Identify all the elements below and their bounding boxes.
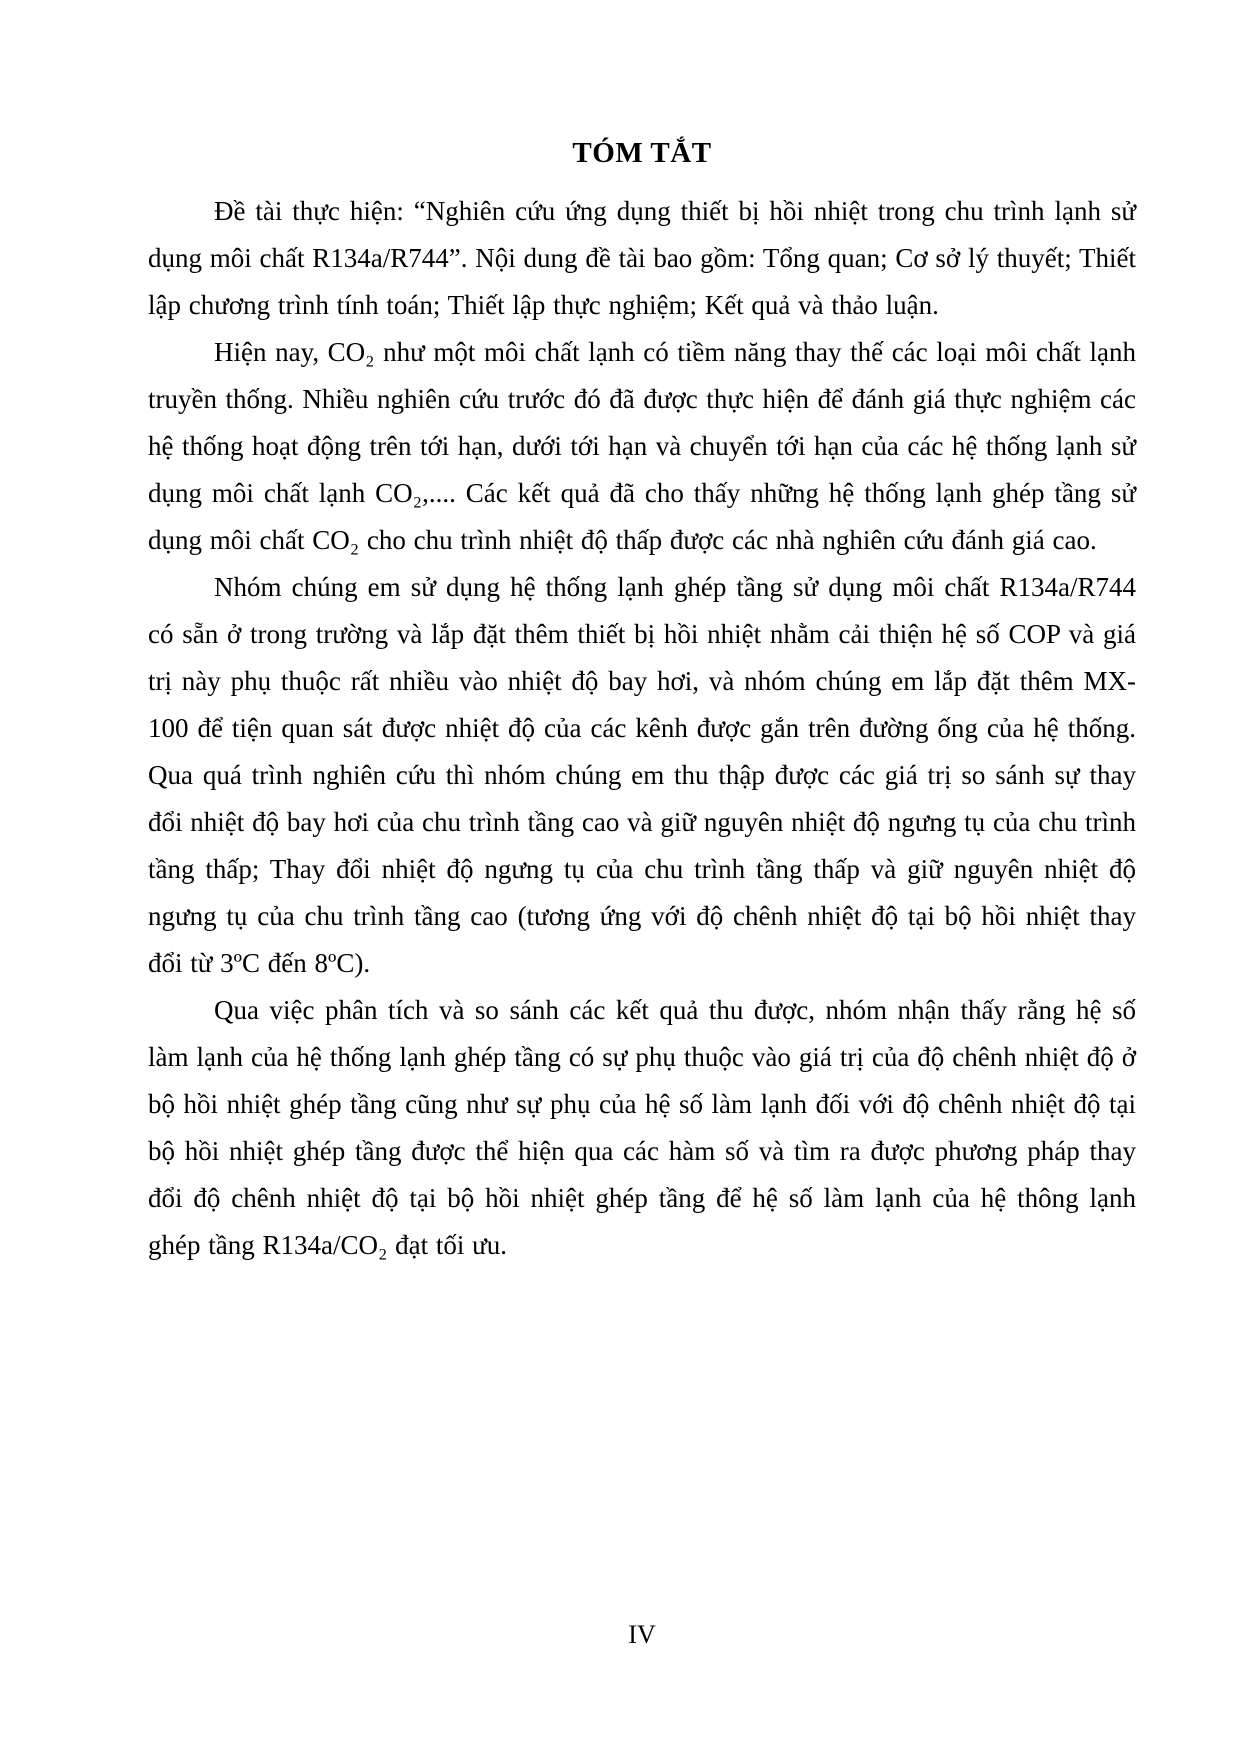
abstract-body — [148, 188, 1136, 1269]
paragraph: Hiện nay, CO₂ như một môi chất lạnh có tiềm năng thay thế các loại môi chất lạnh truyền thống. Nhiều nghiên cứu trước đó đã được thực hiện để đánh giá thực nghiệm các hệ thống hoạt động trên tới hạn, dưới tới hạn và chuyển tới hạn của các hệ thống lạnh sử dụng môi chất lạnh CO₂,.... Các kết quả đã cho thấy những hệ thống lạnh ghép tầng sử dụng môi chất CO₂ cho chu trình nhiệt độ thấp được các nhà nghiên cứu đánh giá cao. — [148, 337, 1136, 555]
paragraph: Đề tài thực hiện: “Nghiên cứu ứng dụng thiết bị hồi nhiệt trong chu trình lạnh sử dụng môi chất R134a/R744”. Nội dung đề tài bao gồm: Tổng quan; Cơ sở lý thuyết; Thiết lập chương trình tính toán; Thiết lập thực nghiệm; Kết quả và thảo luận. — [148, 196, 1136, 320]
paragraph: Qua việc phân tích và so sánh các kết quả thu được, nhóm nhận thấy rằng hệ số làm lạnh của hệ thống lạnh ghép tầng có sự phụ thuộc vào giá trị của độ chênh nhiệt độ ở bộ hồi nhiệt ghép tầng cũng như sự phụ của hệ số làm lạnh đối với độ chênh nhiệt độ tại bộ hồi nhiệt ghép tầng được thể hiện qua các hàm số và tìm ra được phương pháp thay đổi độ chênh nhiệt độ tại bộ hồi nhiệt ghép tầng để hệ số làm lạnh của hệ thông lạnh ghép tầng R134a/CO₂ đạt tối ưu. — [148, 995, 1136, 1260]
paragraph: Nhóm chúng em sử dụng hệ thống lạnh ghép tầng sử dụng môi chất R134a/R744 có sẵn ở trong trường và lắp đặt thêm thiết bị hồi nhiệt nhằm cải thiện hệ số COP và giá trị này phụ thuộc rất nhiều vào nhiệt độ bay hơi, và nhóm chúng em lắp đặt thêm MX-100 để tiện quan sát được nhiệt độ của các kênh được gắn trên đường ống của hệ thống. Qua quá trình nghiên cứu thì nhóm chúng em thu thập được các giá trị so sánh sự thay đổi nhiệt độ bay hơi của chu trình tầng cao và giữ nguyên nhiệt độ ngưng tụ của chu trình tầng thấp; Thay đổi nhiệt độ ngưng tụ của chu trình tầng thấp và giữ nguyên nhiệt độ ngưng tụ của chu trình tầng cao (tương ứng với độ chênh nhiệt độ tại bộ hồi nhiệt thay đổi từ 3ºC đến 8ºC). — [148, 572, 1136, 978]
page-title: TÓM TẮT — [572, 137, 712, 169]
page-number: IV — [628, 1620, 656, 1649]
